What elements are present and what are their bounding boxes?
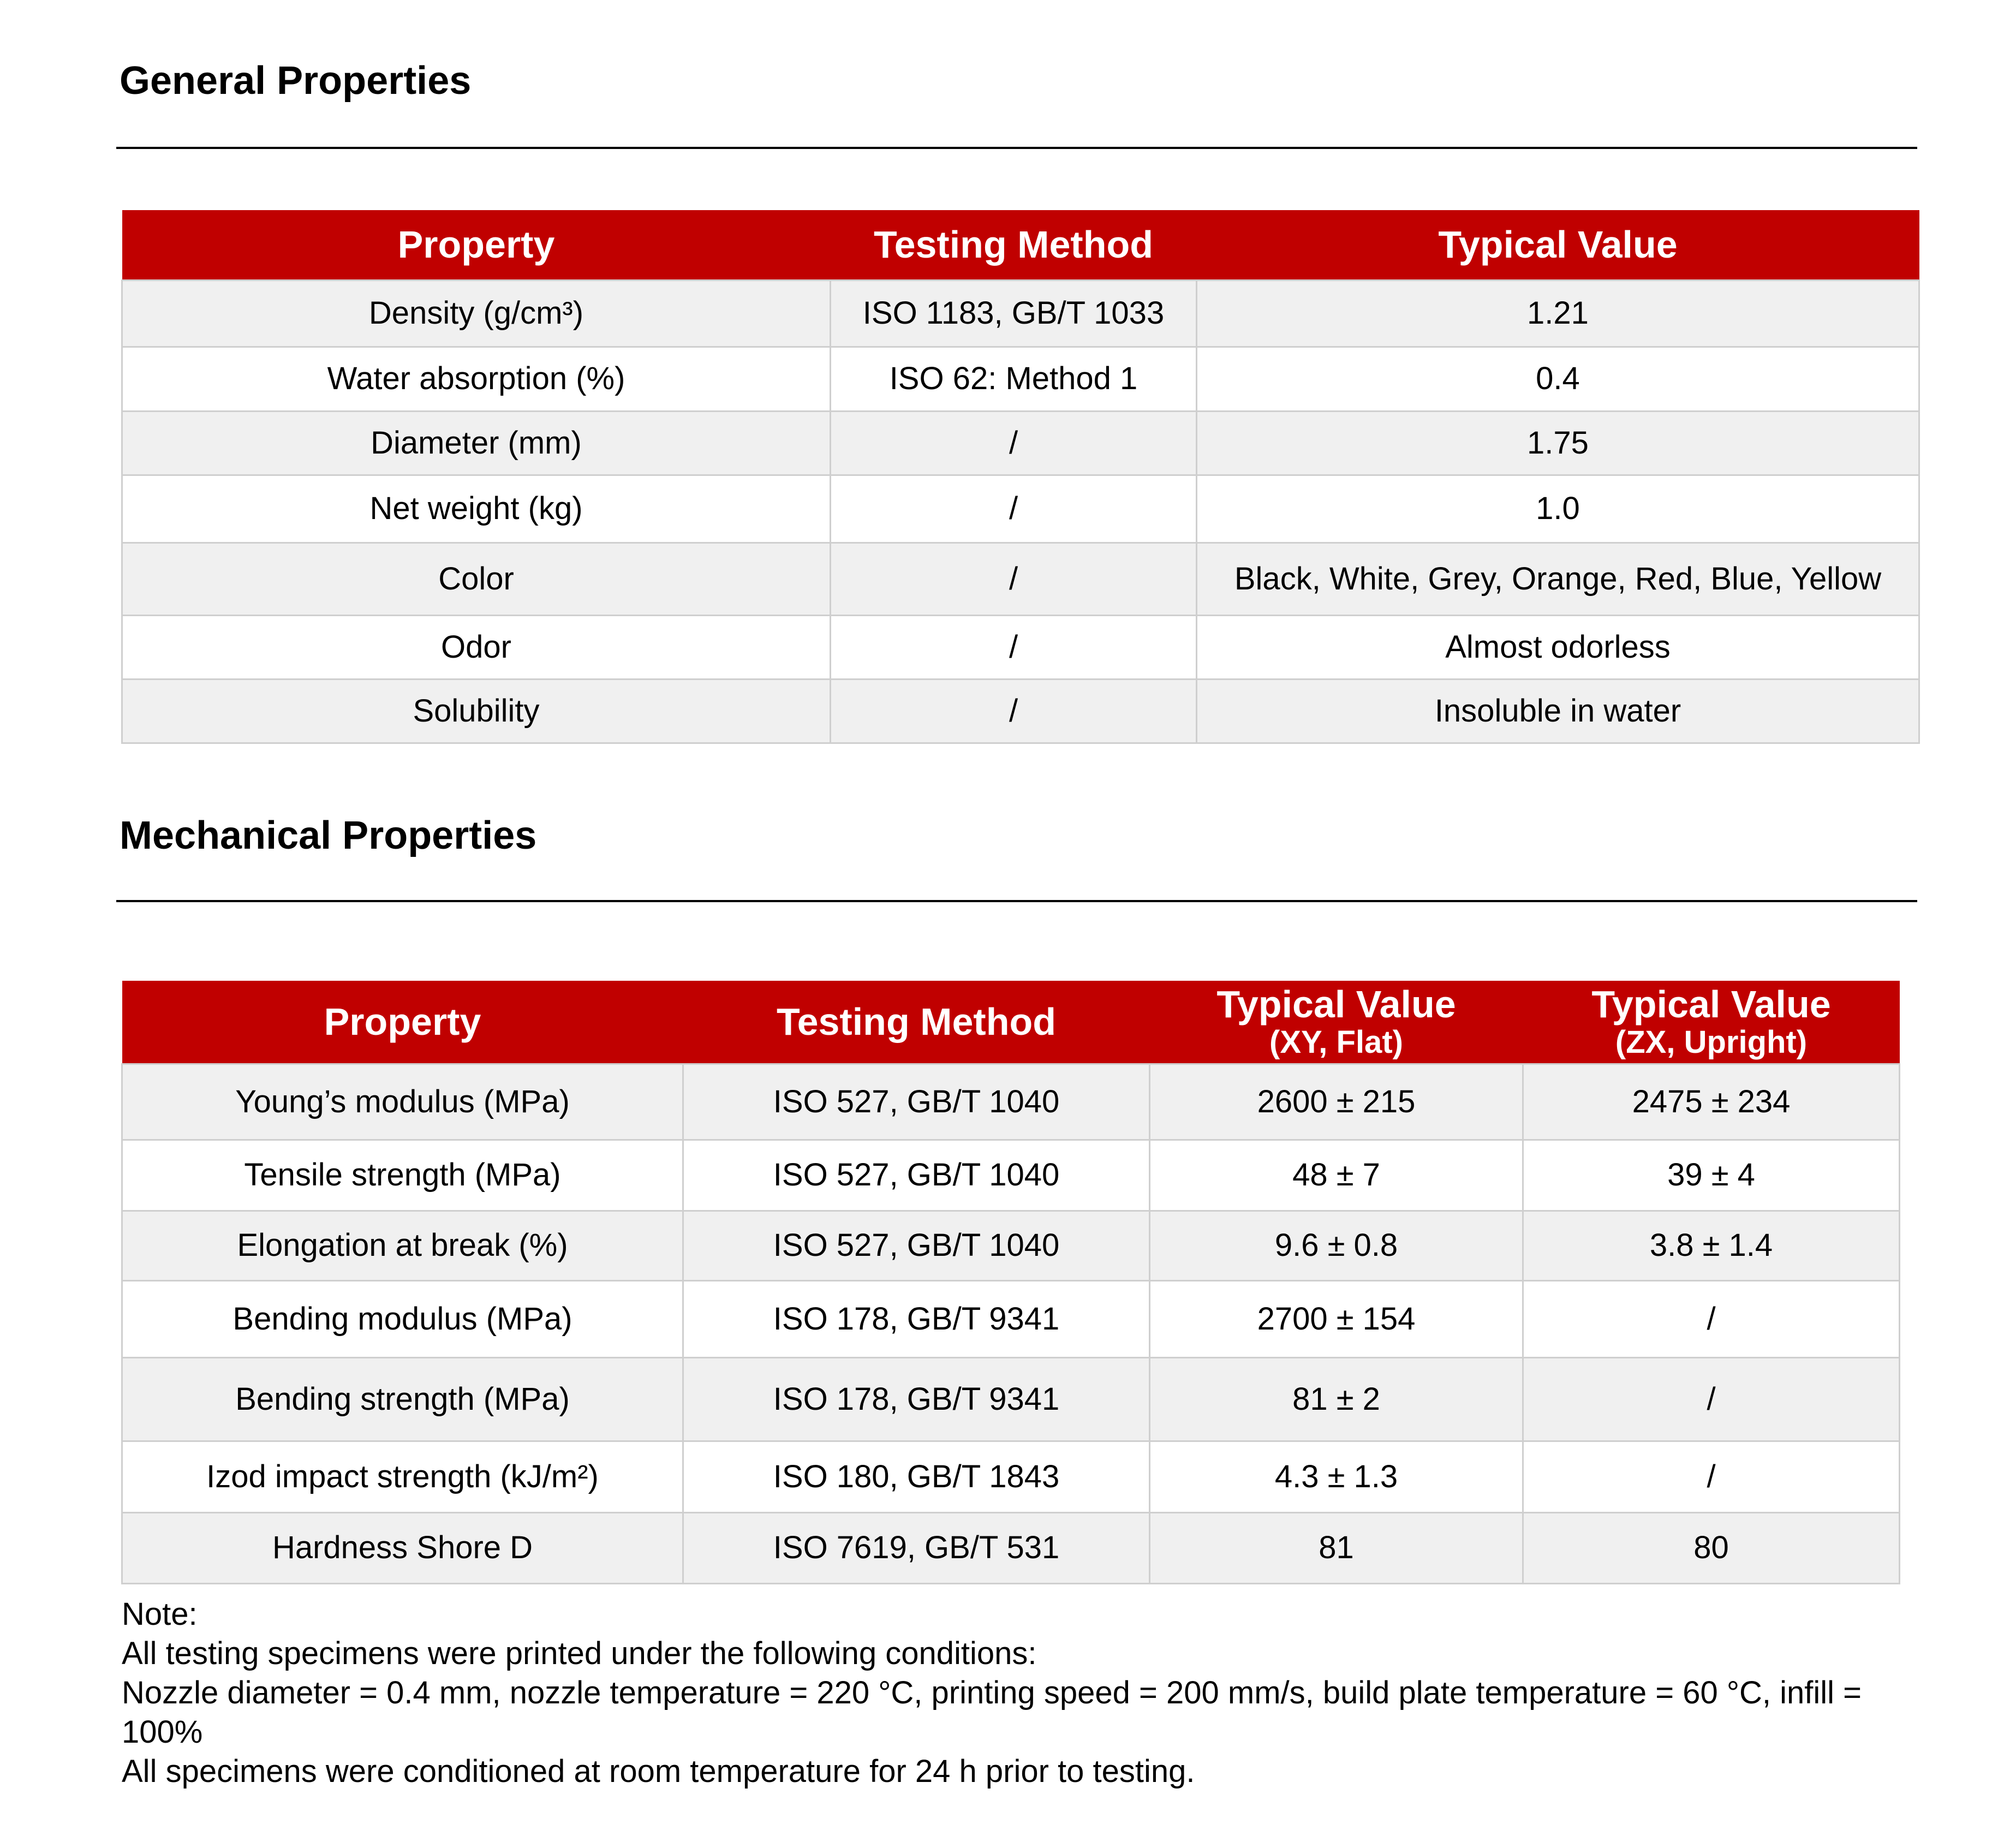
- table-row: [122, 543, 1919, 615]
- test-conditions-note: [122, 1595, 1912, 1791]
- cell-value-zx: 3.8 ± 1.4: [1523, 1211, 1900, 1280]
- table-row: [122, 347, 1919, 411]
- table-row: [122, 1357, 1900, 1441]
- cell-method: ISO 178, GB/T 9341: [683, 1357, 1150, 1441]
- cell-property: Net weight (kg): [122, 475, 831, 543]
- cell-value-zx: 39 ± 4: [1523, 1140, 1900, 1211]
- mechanical-divider: [116, 900, 1917, 902]
- cell-method: /: [831, 475, 1197, 543]
- general-properties-table: [121, 210, 1920, 744]
- cell-value-zx: /: [1523, 1280, 1900, 1357]
- general-divider: [116, 147, 1917, 149]
- cell-value: 0.4: [1197, 347, 1919, 411]
- cell-value-zx: /: [1523, 1441, 1900, 1512]
- table-row: [122, 1441, 1900, 1512]
- note-line: Nozzle diameter = 0.4 mm, nozzle temperature = 220 °C, printing speed = 200 mm/s, build plate temperature = 60 °C, infill = 100%: [122, 1675, 1862, 1750]
- mechanical-header-row: [122, 981, 1900, 1064]
- mechanical-header-property: [122, 981, 683, 1064]
- cell-value-zx: /: [1523, 1357, 1900, 1441]
- cell-value: 1.0: [1197, 475, 1919, 543]
- general-header-typical-value: Typical Value: [1197, 210, 1919, 280]
- cell-property: Elongation at break (%): [122, 1211, 683, 1280]
- cell-value-xy: 48 ± 7: [1150, 1140, 1523, 1211]
- cell-property: Odor: [122, 615, 831, 679]
- cell-value-xy: 4.3 ± 1.3: [1150, 1441, 1523, 1512]
- cell-method: ISO 7619, GB/T 531: [683, 1512, 1150, 1583]
- cell-value-xy: 9.6 ± 0.8: [1150, 1211, 1523, 1280]
- header-main: Typical Value: [1591, 983, 1831, 1026]
- header-main: Property: [324, 1000, 481, 1044]
- cell-method: ISO 178, GB/T 9341: [683, 1280, 1150, 1357]
- table-row: [122, 1512, 1900, 1583]
- mechanical-header-testing-method: [683, 981, 1150, 1064]
- cell-property: Bending modulus (MPa): [122, 1280, 683, 1357]
- cell-property: Hardness Shore D: [122, 1512, 683, 1583]
- table-row: [122, 1280, 1900, 1357]
- cell-method: ISO 527, GB/T 1040: [683, 1140, 1150, 1211]
- header-main: Testing Method: [777, 1000, 1056, 1044]
- cell-property: Izod impact strength (kJ/m²): [122, 1441, 683, 1512]
- cell-method: ISO 62: Method 1: [831, 347, 1197, 411]
- cell-property: Tensile strength (MPa): [122, 1140, 683, 1211]
- cell-method: /: [831, 679, 1197, 743]
- table-row: [122, 1211, 1900, 1280]
- table-row: [122, 411, 1919, 475]
- mechanical-header-typical-value-xy: [1150, 981, 1523, 1064]
- note-line: All testing specimens were printed under the following conditions:: [122, 1636, 1037, 1671]
- mechanical-header-typical-value-zx: [1523, 981, 1900, 1064]
- cell-property: Bending strength (MPa): [122, 1357, 683, 1441]
- cell-value-xy: 81: [1150, 1512, 1523, 1583]
- cell-method: /: [831, 543, 1197, 615]
- cell-property: Young’s modulus (MPa): [122, 1064, 683, 1140]
- general-header-row: [122, 210, 1919, 280]
- cell-method: ISO 180, GB/T 1843: [683, 1441, 1150, 1512]
- general-header-property: Property: [122, 210, 831, 280]
- cell-value: Black, White, Grey, Orange, Red, Blue, Yellow: [1197, 543, 1919, 615]
- header-main: Typical Value: [1216, 983, 1456, 1026]
- cell-value: Insoluble in water: [1197, 679, 1919, 743]
- mechanical-properties-table: [121, 981, 1900, 1584]
- cell-property: Solubility: [122, 679, 831, 743]
- table-row: [122, 1140, 1900, 1211]
- cell-value-xy: 2700 ± 154: [1150, 1280, 1523, 1357]
- table-row: [122, 475, 1919, 543]
- cell-method: ISO 527, GB/T 1040: [683, 1064, 1150, 1140]
- header-sub: (XY, Flat): [1269, 1024, 1403, 1060]
- header-sub: (ZX, Upright): [1615, 1024, 1808, 1060]
- cell-method: ISO 527, GB/T 1040: [683, 1211, 1150, 1280]
- cell-value-zx: 80: [1523, 1512, 1900, 1583]
- cell-method: /: [831, 411, 1197, 475]
- note-line: All specimens were conditioned at room temperature for 24 h prior to testing.: [122, 1754, 1195, 1789]
- general-header-testing-method: Testing Method: [831, 210, 1197, 280]
- cell-value-zx: 2475 ± 234: [1523, 1064, 1900, 1140]
- cell-value-xy: 81 ± 2: [1150, 1357, 1523, 1441]
- cell-value: 1.75: [1197, 411, 1919, 475]
- cell-value: Almost odorless: [1197, 615, 1919, 679]
- mechanical-properties-title: Mechanical Properties: [120, 814, 537, 857]
- cell-property: Density (g/cm³): [122, 280, 831, 347]
- cell-property: Color: [122, 543, 831, 615]
- table-row: [122, 615, 1919, 679]
- cell-method: ISO 1183, GB/T 1033: [831, 280, 1197, 347]
- cell-property: Diameter (mm): [122, 411, 831, 475]
- note-label: Note:: [122, 1596, 198, 1632]
- cell-property: Water absorption (%): [122, 347, 831, 411]
- cell-value: 1.21: [1197, 280, 1919, 347]
- table-row: [122, 679, 1919, 743]
- cell-method: /: [831, 615, 1197, 679]
- table-row: [122, 1064, 1900, 1140]
- cell-value-xy: 2600 ± 215: [1150, 1064, 1523, 1140]
- general-properties-title: General Properties: [120, 59, 472, 103]
- table-row: [122, 280, 1919, 347]
